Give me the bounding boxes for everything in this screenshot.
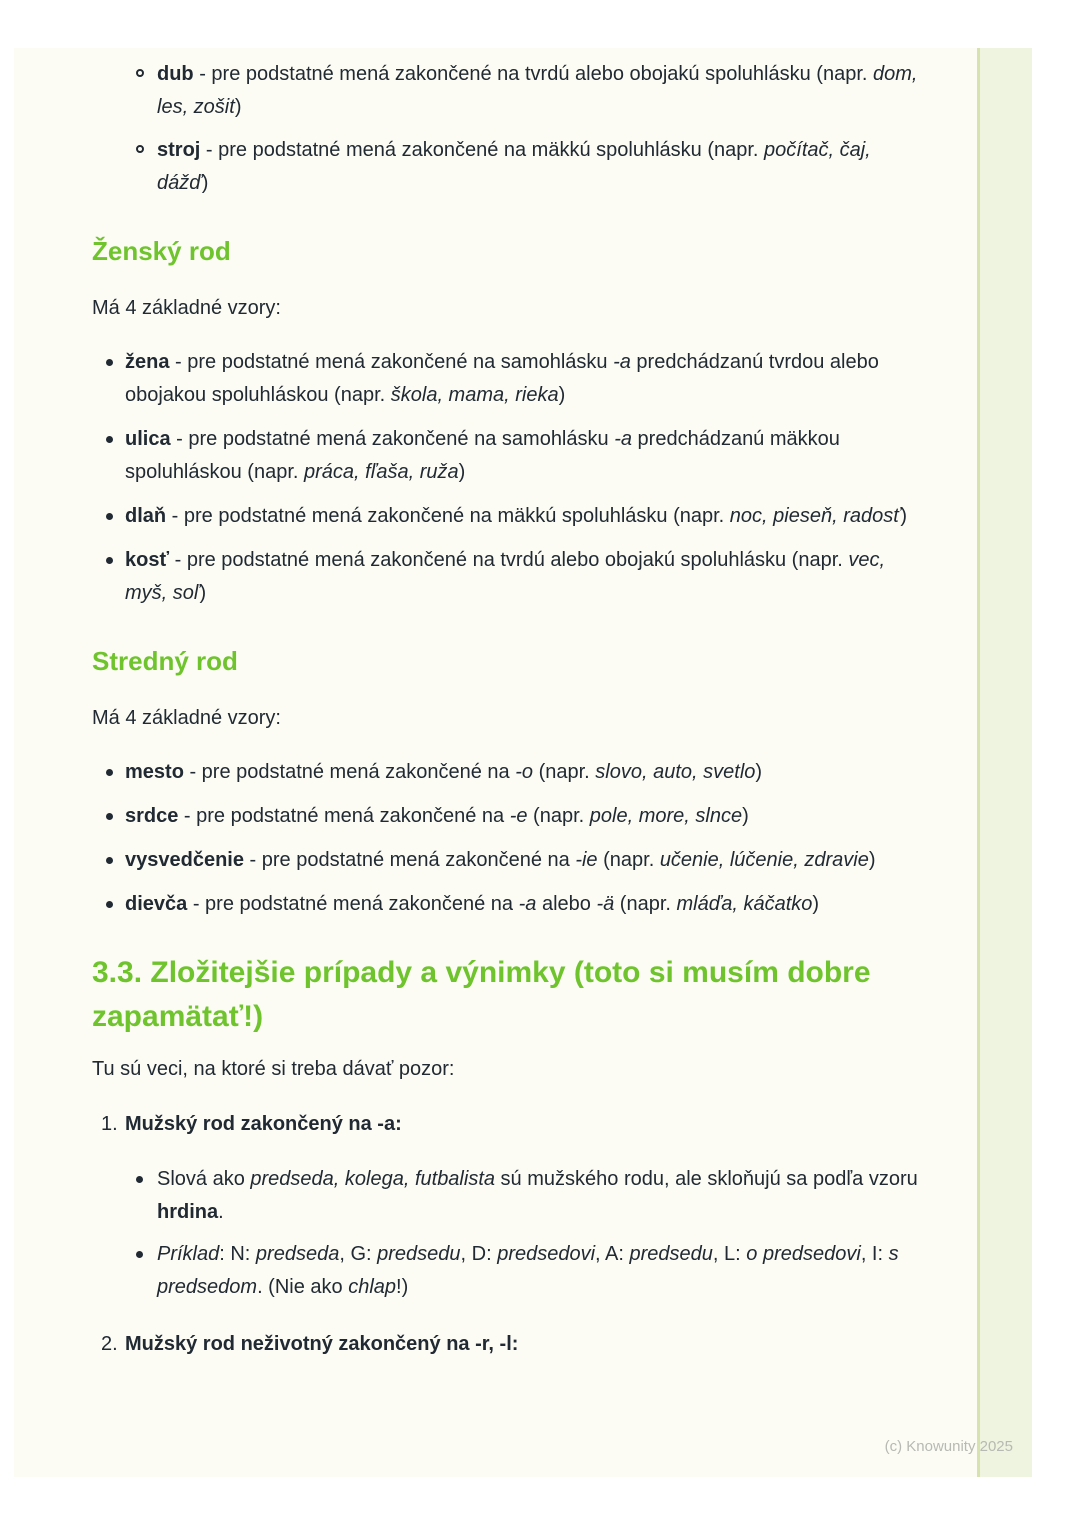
circle-bullet-icon (136, 145, 144, 153)
list-item (92, 756, 922, 789)
numbered-item-title: Mužský rod zakončený na -a: (125, 1113, 402, 1135)
list-item-text: Slová ako predseda, kolega, futbalista sú mužského rodu, ale skloňujú sa podľa vzoru hrdina. (157, 1168, 918, 1223)
list-item-text: ulica - pre podstatné mená zakončené na samohlásku -a predchádzanú mäkkou spoluhláskou (napr. práca, fľaša, ruža) (125, 428, 840, 483)
section-heading-3-3: 3.3. Zložitejšie prípady a výnimky (toto si musím dobre zapamätať!) (92, 956, 871, 1033)
circle-bullet-icon (136, 69, 144, 77)
list-item (92, 544, 922, 610)
list-item (92, 58, 922, 124)
list-item-text: žena - pre podstatné mená zakončené na samohlásku -a predchádzanú tvrdou alebo obojakou spoluhláskou (napr. škola, mama, rieka) (125, 351, 879, 406)
feminine-patterns-list (92, 346, 922, 610)
exceptions-numbered-list (92, 1108, 922, 1361)
list-item (92, 423, 922, 489)
list-item (92, 800, 922, 833)
list-item-text: mesto - pre podstatné mená zakončené na -o (napr. slovo, auto, svetlo) (125, 761, 763, 783)
disc-bullet-icon (106, 813, 113, 820)
numbered-item-title: Mužský rod neživotný zakončený na -r, -l: (125, 1333, 519, 1355)
list-item-text: stroj - pre podstatné mená zakončené na mäkkú spoluhlásku (napr. počítač, čaj, dážď) (157, 139, 871, 194)
section-heading-zensky-rod: Ženský rod (92, 236, 231, 266)
list-item-text: dub - pre podstatné mená zakončené na tvrdú alebo obojakú spoluhlásku (napr. dom, les, zošit) (157, 63, 918, 118)
list-item-text: vysvedčenie - pre podstatné mená zakončené na -ie (napr. učenie, lúčenie, zdravie) (125, 849, 876, 871)
lead-text: Má 4 základné vzory: (92, 707, 281, 729)
list-item (92, 844, 922, 877)
list-item (92, 888, 922, 921)
numbered-item (92, 1108, 922, 1304)
disc-bullet-icon (106, 513, 113, 520)
disc-bullet-icon (136, 1176, 143, 1183)
list-item (125, 1238, 922, 1304)
list-item-text: Príklad: N: predseda, G: predsedu, D: predsedovi, A: predsedu, L: o predsedovi, I: s predsedom. (Nie ako chlap!) (157, 1243, 899, 1298)
disc-bullet-icon (106, 557, 113, 564)
disc-bullet-icon (106, 436, 113, 443)
watermark: (c) Knowunity 2025 (884, 1438, 1013, 1455)
list-item (92, 500, 922, 533)
list-item (92, 346, 922, 412)
page-edge-stripe (977, 48, 1032, 1477)
disc-bullet-icon (106, 857, 113, 864)
disc-bullet-icon (106, 901, 113, 908)
page-content (92, 48, 922, 1361)
neuter-patterns-list (92, 756, 922, 921)
item-number: 2. (101, 1333, 118, 1355)
item-number: 1. (101, 1113, 118, 1135)
disc-bullet-icon (106, 769, 113, 776)
list-item-text: dievča - pre podstatné mená zakončené na -a alebo -ä (napr. mláďa, káčatko) (125, 893, 820, 915)
masculine-patterns-sublist (92, 58, 922, 200)
list-item (125, 1163, 922, 1229)
section-heading-stredny-rod: Stredný rod (92, 646, 238, 676)
lead-text: Má 4 základné vzory: (92, 297, 281, 319)
numbered-item (92, 1328, 922, 1361)
disc-bullet-icon (136, 1251, 143, 1258)
lead-text: Tu sú veci, na ktoré si treba dávať pozor: (92, 1058, 455, 1080)
nested-bullet-list (125, 1163, 922, 1304)
list-item (92, 134, 922, 200)
list-item-text: dlaň - pre podstatné mená zakončené na mäkkú spoluhlásku (napr. noc, pieseň, radosť) (125, 505, 907, 527)
list-item-text: kosť - pre podstatné mená zakončené na tvrdú alebo obojakú spoluhlásku (napr. vec, myš, soľ) (125, 549, 886, 604)
list-item-text: srdce - pre podstatné mená zakončené na -e (napr. pole, more, slnce) (125, 805, 749, 827)
disc-bullet-icon (106, 359, 113, 366)
